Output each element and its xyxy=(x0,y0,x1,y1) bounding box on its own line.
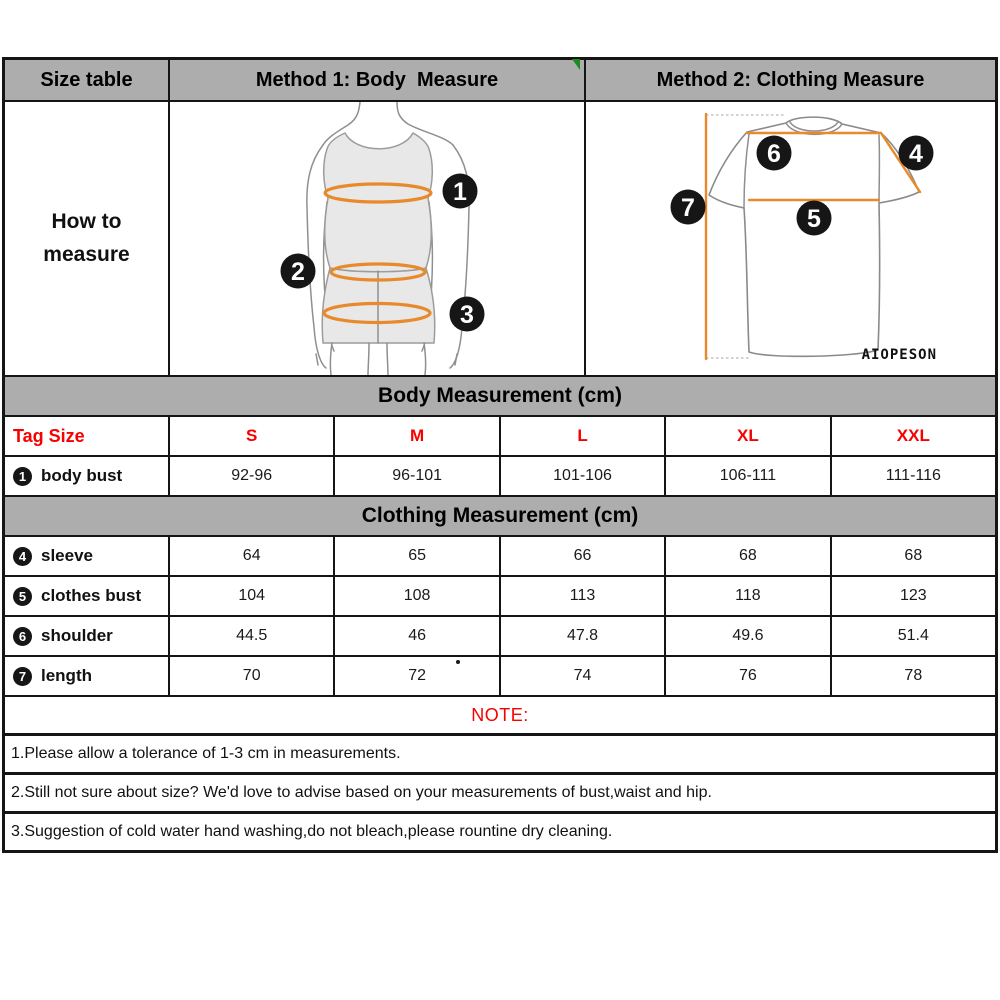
marker-7 xyxy=(670,190,705,225)
note-title-row xyxy=(5,695,995,733)
method1-header: Method 1: Body Measure xyxy=(168,60,584,100)
marker-4 xyxy=(898,136,933,171)
row-label: 4 sleeve xyxy=(5,537,168,575)
row-label: 7 length xyxy=(5,657,168,695)
table-cell: 76 xyxy=(664,657,829,695)
body-figure-icon xyxy=(170,102,584,375)
table-cell: 66 xyxy=(499,537,664,575)
tag-size-label: Tag Size xyxy=(13,425,85,446)
marker-3 xyxy=(450,297,485,332)
size-col-xl: XL xyxy=(664,417,829,455)
note-line-2: 2.Still not sure about size? We'd love to advise based on your measurements of bust,waist and hip. xyxy=(5,772,995,811)
table-cell: 70 xyxy=(168,657,333,695)
svg-text:1: 1 xyxy=(453,178,467,206)
table-cell: 101-106 xyxy=(499,457,664,495)
row-label: 1 body bust xyxy=(5,457,168,495)
clothes-bust-row xyxy=(5,575,995,615)
brand-logo: AIOPESON xyxy=(861,347,937,363)
row-label: 5 clothes bust xyxy=(5,577,168,615)
shoulder-row xyxy=(5,615,995,655)
table-cell: 47.8 xyxy=(499,617,664,655)
size-col-l: L xyxy=(499,417,664,455)
size-col-m: M xyxy=(333,417,498,455)
tshirt-figure-icon xyxy=(589,102,993,375)
table-cell: 104 xyxy=(168,577,333,615)
svg-text:4: 4 xyxy=(908,140,923,168)
table-cell: 68 xyxy=(830,537,995,575)
clothing-measurement-section-title: Clothing Measurement (cm) xyxy=(5,497,995,535)
table-cell: 68 xyxy=(664,537,829,575)
body-bust-row xyxy=(5,455,995,495)
svg-text:7: 7 xyxy=(680,194,695,222)
table-cell: 118 xyxy=(664,577,829,615)
row-label: 6 shoulder xyxy=(5,617,168,655)
size-table-title: Size table xyxy=(40,68,133,91)
table-cell: 51.4 xyxy=(830,617,995,655)
note-title: NOTE: xyxy=(471,704,529,725)
clothing-measure-illustration xyxy=(584,102,995,375)
table-header-row xyxy=(5,60,995,100)
table-cell: 64 xyxy=(168,537,333,575)
table-cell: 96-101 xyxy=(333,457,498,495)
speck-artifact xyxy=(456,660,460,664)
marker-6 xyxy=(756,136,791,171)
table-cell: 106-111 xyxy=(664,457,829,495)
table-cell: 65 xyxy=(333,537,498,575)
marker-2 xyxy=(281,254,316,289)
length-row xyxy=(5,655,995,695)
table-cell: 72 xyxy=(333,657,498,695)
circled-number-icon: 7 xyxy=(13,667,32,686)
svg-text:2: 2 xyxy=(291,258,305,286)
body-measurement-section-title: Body Measurement (cm) xyxy=(5,377,995,415)
table-cell: 49.6 xyxy=(664,617,829,655)
circled-number-icon: 1 xyxy=(13,467,32,486)
size-col-s: S xyxy=(168,417,333,455)
table-cell: 78 xyxy=(830,657,995,695)
green-corner-artifact xyxy=(572,59,580,70)
table-cell: 44.5 xyxy=(168,617,333,655)
how-to-measure-label: How to measure xyxy=(43,209,130,266)
note-line-1: 1.Please allow a tolerance of 1-3 cm in measurements. xyxy=(5,733,995,772)
illustration-row xyxy=(5,100,995,375)
table-cell: 113 xyxy=(499,577,664,615)
method2-header: Method 2: Clothing Measure xyxy=(584,60,995,100)
tag-size-row xyxy=(5,415,995,455)
table-cell: 108 xyxy=(333,577,498,615)
circled-number-icon: 4 xyxy=(13,547,32,566)
table-cell: 74 xyxy=(499,657,664,695)
marker-1 xyxy=(443,174,478,209)
table-cell: 123 xyxy=(830,577,995,615)
size-table xyxy=(2,57,998,853)
table-cell: 46 xyxy=(333,617,498,655)
table-cell: 111-116 xyxy=(830,457,995,495)
circled-number-icon: 5 xyxy=(13,587,32,606)
svg-text:3: 3 xyxy=(460,301,474,329)
svg-text:5: 5 xyxy=(806,205,821,233)
circled-number-icon: 6 xyxy=(13,627,32,646)
size-col-xxl: XXL xyxy=(830,417,995,455)
sleeve-row xyxy=(5,535,995,575)
body-measure-illustration xyxy=(168,102,584,375)
svg-text:6: 6 xyxy=(766,140,781,168)
note-line-3: 3.Suggestion of cold water hand washing,do not bleach,please rountine dry cleaning. xyxy=(5,811,995,850)
marker-5 xyxy=(796,201,831,236)
table-cell: 92-96 xyxy=(168,457,333,495)
